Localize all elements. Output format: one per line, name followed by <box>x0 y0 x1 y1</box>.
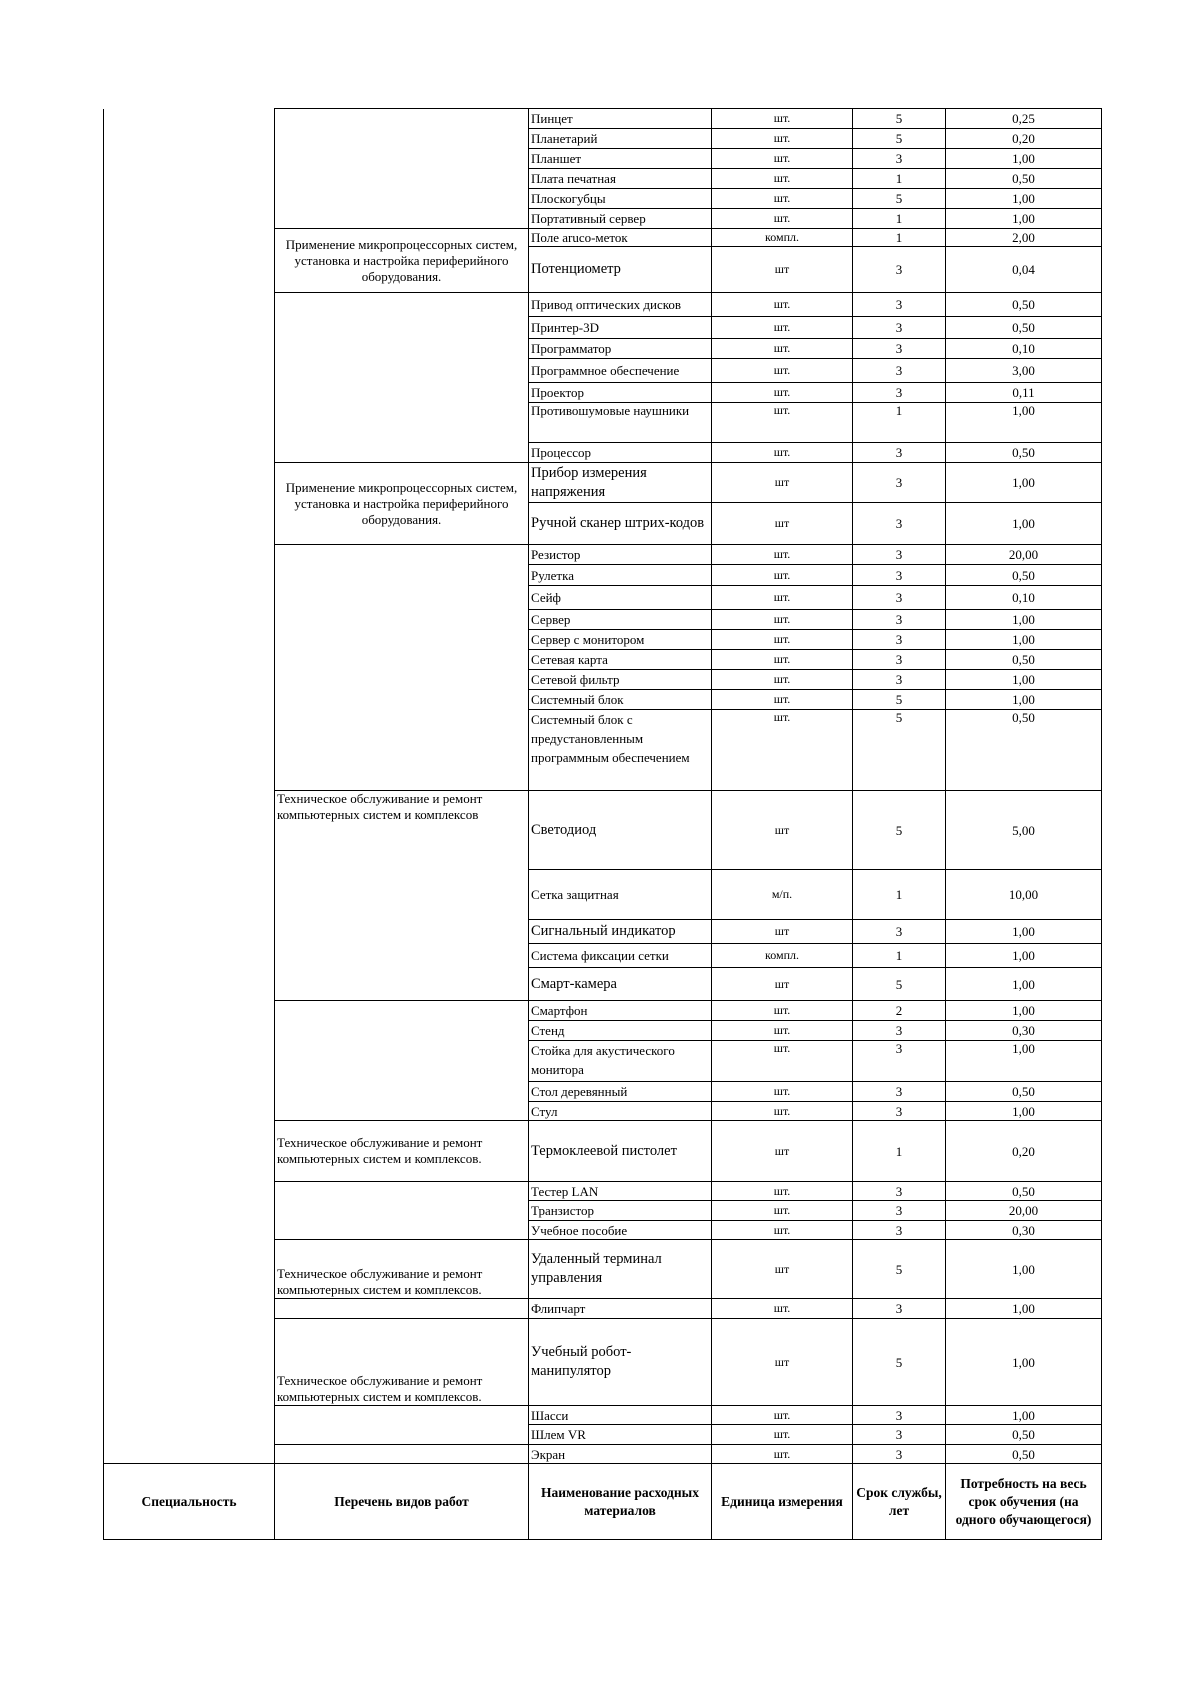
item-term: 3 <box>853 920 946 944</box>
item-name: Система фиксации сетки <box>529 944 712 968</box>
item-need: 3,00 <box>946 359 1102 383</box>
item-term: 5 <box>853 129 946 149</box>
item-name: Шасси <box>529 1406 712 1425</box>
header-row <box>104 1464 1102 1540</box>
item-need: 1,00 <box>946 503 1102 545</box>
item-name: Удаленный терминал управления <box>529 1240 712 1299</box>
item-term: 3 <box>853 1406 946 1425</box>
item-name: Поле aruco-меток <box>529 229 712 247</box>
item-unit: шт. <box>712 586 853 610</box>
item-unit: шт. <box>712 1102 853 1121</box>
item-name: Светодиод <box>529 791 712 870</box>
item-name: Прибор измерения напряжения <box>529 463 712 503</box>
item-term: 1 <box>853 944 946 968</box>
header-unit: Единица измерения <box>712 1464 853 1540</box>
item-term: 3 <box>853 149 946 169</box>
item-unit: шт. <box>712 1082 853 1102</box>
item-need: 1,00 <box>946 920 1102 944</box>
work-group-8: Техническое обслуживание и ремонт компьютерных систем и комплексов. <box>275 1121 529 1182</box>
item-unit: шт <box>712 791 853 870</box>
item-name: Учебное пособие <box>529 1221 712 1240</box>
item-term: 1 <box>853 209 946 229</box>
item-need: 0,20 <box>946 1121 1102 1182</box>
item-name: Сейф <box>529 586 712 610</box>
item-name: Экран <box>529 1445 712 1464</box>
header-specialty: Специальность <box>104 1464 275 1540</box>
item-unit: шт. <box>712 545 853 565</box>
item-term: 3 <box>853 503 946 545</box>
item-unit: шт. <box>712 1001 853 1021</box>
item-term: 3 <box>853 565 946 586</box>
item-term: 3 <box>853 1445 946 1464</box>
item-need: 1,00 <box>946 149 1102 169</box>
item-need: 0,50 <box>946 1425 1102 1445</box>
item-unit: м/п. <box>712 870 853 920</box>
item-need: 1,00 <box>946 1041 1102 1082</box>
item-name: Транзистор <box>529 1201 712 1221</box>
item-name: Сетевой фильтр <box>529 670 712 690</box>
item-name: Стул <box>529 1102 712 1121</box>
item-unit: шт. <box>712 339 853 359</box>
item-unit: шт <box>712 1319 853 1406</box>
item-name: Потенциометр <box>529 247 712 293</box>
materials-table-body <box>104 109 1102 1540</box>
item-unit: шт. <box>712 1425 853 1445</box>
header-name: Наименование расходных материалов <box>529 1464 712 1540</box>
item-term: 5 <box>853 1319 946 1406</box>
header-need: Потребность на весь срок обучения (на одного обучающегося) <box>946 1464 1102 1540</box>
item-need: 1,00 <box>946 670 1102 690</box>
item-term: 5 <box>853 109 946 129</box>
item-unit: шт <box>712 503 853 545</box>
item-unit: шт. <box>712 1406 853 1425</box>
work-group-13 <box>275 1406 529 1445</box>
item-name: Сигнальный индикатор <box>529 920 712 944</box>
item-name: Шлем VR <box>529 1425 712 1445</box>
item-unit: шт <box>712 968 853 1001</box>
item-unit: шт. <box>712 109 853 129</box>
item-unit: шт. <box>712 359 853 383</box>
item-term: 3 <box>853 586 946 610</box>
item-name: Термоклеевой пистолет <box>529 1121 712 1182</box>
item-name: Портативный сервер <box>529 209 712 229</box>
item-term: 3 <box>853 383 946 403</box>
item-name: Проектор <box>529 383 712 403</box>
item-need: 0,10 <box>946 339 1102 359</box>
item-unit: шт. <box>712 1041 853 1082</box>
work-group-6: Техническое обслуживание и ремонт компьютерных систем и комплексов <box>275 791 529 1001</box>
work-group-5 <box>275 545 529 791</box>
item-name: Рулетка <box>529 565 712 586</box>
item-name: Системный блок <box>529 690 712 710</box>
item-unit: шт. <box>712 690 853 710</box>
item-term: 3 <box>853 339 946 359</box>
item-name: Плата печатная <box>529 169 712 189</box>
item-need: 1,00 <box>946 1240 1102 1299</box>
item-term: 5 <box>853 791 946 870</box>
item-unit: шт. <box>712 670 853 690</box>
item-need: 0,30 <box>946 1221 1102 1240</box>
item-term: 3 <box>853 317 946 339</box>
item-name: Флипчарт <box>529 1299 712 1319</box>
item-term: 1 <box>853 1121 946 1182</box>
item-unit: шт. <box>712 149 853 169</box>
item-need: 0,50 <box>946 710 1102 791</box>
work-group-10: Техническое обслуживание и ремонт компьютерных систем и комплексов. <box>275 1240 529 1299</box>
item-name: Планетарий <box>529 129 712 149</box>
item-name: Резистор <box>529 545 712 565</box>
item-need: 1,00 <box>946 610 1102 630</box>
item-name: Планшет <box>529 149 712 169</box>
item-unit: шт. <box>712 403 853 443</box>
item-unit: шт. <box>712 1021 853 1041</box>
item-need: 0,50 <box>946 1082 1102 1102</box>
item-term: 3 <box>853 670 946 690</box>
item-term: 3 <box>853 463 946 503</box>
item-unit: шт. <box>712 565 853 586</box>
item-name: Стойка для акустического монитора <box>529 1041 712 1082</box>
item-unit: шт. <box>712 129 853 149</box>
item-name: Тестер LAN <box>529 1182 712 1201</box>
work-group-11 <box>275 1299 529 1319</box>
item-need: 1,00 <box>946 968 1102 1001</box>
item-term: 1 <box>853 403 946 443</box>
work-group-3 <box>275 293 529 463</box>
item-term: 5 <box>853 1240 946 1299</box>
item-unit: компл. <box>712 944 853 968</box>
item-need: 10,00 <box>946 870 1102 920</box>
item-need: 2,00 <box>946 229 1102 247</box>
item-unit: шт <box>712 1121 853 1182</box>
item-name: Системный блок с предустановленным программным обеспечением <box>529 710 712 791</box>
item-need: 0,50 <box>946 443 1102 463</box>
item-need: 1,00 <box>946 189 1102 209</box>
item-unit: шт. <box>712 1445 853 1464</box>
item-need: 0,50 <box>946 1182 1102 1201</box>
item-need: 0,20 <box>946 129 1102 149</box>
item-name: Ручной сканер штрих-кодов <box>529 503 712 545</box>
item-need: 20,00 <box>946 1201 1102 1221</box>
item-need: 0,10 <box>946 586 1102 610</box>
item-unit: шт. <box>712 1201 853 1221</box>
item-name: Смарт-камера <box>529 968 712 1001</box>
item-term: 5 <box>853 710 946 791</box>
item-unit: шт. <box>712 443 853 463</box>
item-name: Противошумовые наушники <box>529 403 712 443</box>
item-name: Сервер с монитором <box>529 630 712 650</box>
item-term: 3 <box>853 545 946 565</box>
item-term: 5 <box>853 189 946 209</box>
item-unit: шт. <box>712 293 853 317</box>
item-need: 1,00 <box>946 209 1102 229</box>
item-term: 5 <box>853 968 946 1001</box>
item-name: Принтер-3D <box>529 317 712 339</box>
item-need: 1,00 <box>946 944 1102 968</box>
item-unit: шт. <box>712 1221 853 1240</box>
work-group-4: Применение микропроцессорных систем, установка и настройка периферийного оборудования. <box>275 463 529 545</box>
work-group-1 <box>275 109 529 229</box>
item-term: 3 <box>853 630 946 650</box>
item-name: Смартфон <box>529 1001 712 1021</box>
item-unit: шт. <box>712 710 853 791</box>
work-group-7 <box>275 1001 529 1121</box>
item-unit: шт <box>712 463 853 503</box>
item-need: 20,00 <box>946 545 1102 565</box>
item-name: Стенд <box>529 1021 712 1041</box>
item-need: 1,00 <box>946 690 1102 710</box>
item-unit: шт. <box>712 169 853 189</box>
item-term: 3 <box>853 1425 946 1445</box>
item-name: Стол деревянный <box>529 1082 712 1102</box>
item-need: 1,00 <box>946 630 1102 650</box>
item-need: 1,00 <box>946 1299 1102 1319</box>
item-need: 1,00 <box>946 1102 1102 1121</box>
item-need: 0,50 <box>946 317 1102 339</box>
item-name: Учебный робот-манипулятор <box>529 1319 712 1406</box>
work-group-14 <box>275 1445 529 1464</box>
item-unit: шт. <box>712 189 853 209</box>
item-term: 3 <box>853 247 946 293</box>
item-need: 1,00 <box>946 403 1102 443</box>
item-unit: шт. <box>712 317 853 339</box>
item-unit: шт. <box>712 209 853 229</box>
item-unit: шт. <box>712 1299 853 1319</box>
item-need: 0,04 <box>946 247 1102 293</box>
item-unit: шт. <box>712 610 853 630</box>
work-group-12: Техническое обслуживание и ремонт компьютерных систем и комплексов. <box>275 1319 529 1406</box>
item-term: 3 <box>853 359 946 383</box>
materials-table <box>103 108 1102 1540</box>
item-term: 3 <box>853 1021 946 1041</box>
item-unit: шт <box>712 247 853 293</box>
item-term: 1 <box>853 169 946 189</box>
item-term: 3 <box>853 1299 946 1319</box>
item-term: 3 <box>853 443 946 463</box>
header-works: Перечень видов работ <box>275 1464 529 1540</box>
item-term: 2 <box>853 1001 946 1021</box>
header-term: Срок службы, лет <box>853 1464 946 1540</box>
item-need: 1,00 <box>946 1001 1102 1021</box>
item-unit: шт <box>712 1240 853 1299</box>
item-unit: шт. <box>712 383 853 403</box>
item-unit: шт. <box>712 1182 853 1201</box>
item-name: Программатор <box>529 339 712 359</box>
item-name: Процессор <box>529 443 712 463</box>
item-need: 0,30 <box>946 1021 1102 1041</box>
item-unit: шт <box>712 920 853 944</box>
item-need: 0,25 <box>946 109 1102 129</box>
item-term: 3 <box>853 610 946 630</box>
item-name: Программное обеспечение <box>529 359 712 383</box>
work-group-2: Применение микропроцессорных систем, установка и настройка периферийного оборудования. <box>275 229 529 293</box>
item-term: 3 <box>853 1082 946 1102</box>
item-unit: шт. <box>712 630 853 650</box>
item-need: 1,00 <box>946 1319 1102 1406</box>
item-term: 3 <box>853 650 946 670</box>
item-need: 0,50 <box>946 293 1102 317</box>
item-name: Сетевая карта <box>529 650 712 670</box>
item-need: 0,50 <box>946 169 1102 189</box>
item-unit: шт. <box>712 650 853 670</box>
item-term: 1 <box>853 870 946 920</box>
item-term: 1 <box>853 229 946 247</box>
item-need: 0,50 <box>946 1445 1102 1464</box>
work-group-9 <box>275 1182 529 1240</box>
item-term: 3 <box>853 1041 946 1082</box>
item-name: Сетка защитная <box>529 870 712 920</box>
item-need: 0,50 <box>946 650 1102 670</box>
item-name: Плоскогубцы <box>529 189 712 209</box>
item-need: 0,11 <box>946 383 1102 403</box>
item-name: Сервер <box>529 610 712 630</box>
item-term: 3 <box>853 293 946 317</box>
item-name: Привод оптических дисков <box>529 293 712 317</box>
item-term: 3 <box>853 1221 946 1240</box>
item-term: 3 <box>853 1201 946 1221</box>
item-need: 1,00 <box>946 463 1102 503</box>
item-need: 0,50 <box>946 565 1102 586</box>
item-term: 3 <box>853 1182 946 1201</box>
item-need: 5,00 <box>946 791 1102 870</box>
item-unit: компл. <box>712 229 853 247</box>
item-term: 5 <box>853 690 946 710</box>
item-need: 1,00 <box>946 1406 1102 1425</box>
item-term: 3 <box>853 1102 946 1121</box>
specialty-cell <box>104 109 275 1464</box>
item-name: Пинцет <box>529 109 712 129</box>
